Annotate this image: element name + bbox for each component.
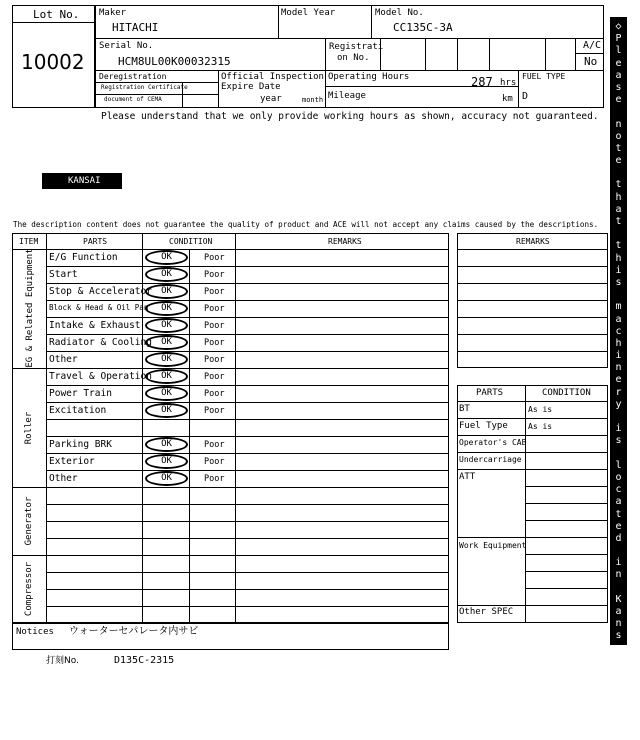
side-banner-space	[615, 167, 621, 179]
side-banner-char: r	[615, 386, 622, 398]
side-banner-mark-bottom: ◇	[615, 727, 622, 739]
side-banner-char: a	[615, 691, 622, 703]
registration-label-1: Registrati	[329, 42, 384, 52]
header-parts: PARTS	[83, 237, 108, 246]
roller-poor-4: Poor	[204, 440, 225, 450]
side-banner-char: i	[615, 264, 622, 276]
side-banner-char: i	[615, 423, 622, 435]
serial-value: HCM8UL00K00032315	[118, 55, 231, 68]
eg-item-3: Block & Head & Oil Pan	[49, 303, 149, 312]
right-condition-header: CONDITION	[542, 388, 591, 398]
eg-item-4: Intake & Exhaust	[49, 320, 141, 331]
eg-item-1: Start	[49, 269, 78, 280]
side-banner-char: e	[615, 94, 622, 106]
header-item: ITEM	[19, 237, 39, 246]
model-year-label: Model Year	[281, 8, 336, 18]
side-banner-char: a	[615, 496, 622, 508]
mileage-label: Mileage	[328, 91, 366, 101]
roller-ok-mark-4: OK	[145, 437, 188, 452]
notices-label: Notices	[16, 627, 54, 637]
roller-item-2: Excitation	[49, 405, 107, 416]
eg-item-6: Other	[49, 354, 78, 365]
side-banner-char: K	[615, 593, 622, 605]
eg-poor-6: Poor	[204, 355, 225, 365]
ac-value: No	[584, 55, 598, 68]
eg-ok-mark-5: OK	[145, 335, 188, 350]
notices-value: ウォーターセパレータ内サビ	[69, 626, 199, 637]
side-banner-char: a	[615, 313, 622, 325]
side-banner-char: c	[615, 325, 622, 337]
registration-label-2: on No.	[337, 53, 370, 63]
roller-item-1: Power Train	[49, 388, 112, 399]
eg-ok-mark-0: OK	[145, 250, 188, 265]
side-banner-char: P	[615, 33, 622, 45]
side-banner-char: l	[615, 45, 622, 57]
eg-poor-3: Poor	[204, 304, 225, 314]
eg-ok-mark-2: OK	[145, 284, 188, 299]
inspection-label-2: Expire Date	[221, 82, 281, 92]
eg-poor-5: Poor	[204, 338, 225, 348]
roller-ok-mark-5: OK	[145, 454, 188, 469]
eg-ok-mark-3: OK	[145, 301, 188, 316]
side-banner-char: s	[615, 276, 622, 288]
side-banner-space	[615, 411, 621, 423]
inspection-label-1: Official Inspection	[221, 72, 324, 82]
maker-value: HITACHI	[112, 21, 159, 34]
side-banner-char: a	[615, 69, 622, 81]
location-badge-label: KANSAI	[68, 176, 101, 186]
side-banner-char: o	[615, 471, 622, 483]
serial-label: Serial No.	[99, 41, 154, 51]
side-banner-char: h	[615, 337, 622, 349]
eg-poor-4: Poor	[204, 321, 225, 331]
side-banner-mark-top: ◇	[615, 21, 622, 32]
side-banner-char: d	[615, 715, 622, 727]
side-banner-char: d	[615, 532, 622, 544]
side-banner-char: a	[615, 642, 622, 654]
side-banner-char: n	[615, 118, 622, 130]
deregistration-label: Deregistration	[99, 72, 167, 81]
group-compressor-label: Compressor	[24, 561, 34, 617]
fuel-type-label: FUEL TYPE	[522, 72, 566, 81]
roller-poor-2: Poor	[204, 406, 225, 416]
side-banner-char: y	[615, 398, 622, 410]
eg-ok-mark-1: OK	[145, 267, 188, 282]
side-banner-char: Y	[615, 679, 622, 691]
bt-label: BT	[459, 404, 470, 414]
operating-hours-label: Operating Hours	[328, 72, 410, 82]
ac-label: A/C	[583, 40, 602, 51]
side-banner-char: h	[615, 191, 622, 203]
group-generator-label: Generator	[24, 496, 34, 546]
side-banner-space	[615, 289, 621, 301]
year-label: year	[260, 94, 282, 104]
side-banner-space	[615, 582, 621, 594]
side-banner-char: e	[615, 374, 622, 386]
work-equipment-label: Work Equipment	[459, 541, 527, 550]
fuel-label: Fuel Type	[459, 421, 508, 431]
right-remarks-header: REMARKS	[516, 237, 550, 246]
side-banner-space	[615, 106, 621, 118]
lot-label: Lot No.	[33, 8, 80, 21]
roller-item-4: Parking BRK	[49, 439, 112, 450]
cab-label: Operator's CAB	[459, 438, 527, 447]
side-banner-space	[615, 545, 621, 557]
side-banner-char: e	[615, 520, 622, 532]
roller-poor-5: Poor	[204, 457, 225, 467]
side-banner-char: t	[615, 508, 622, 520]
stamp-label: 打刻No.	[46, 656, 79, 666]
bt-value: As is	[528, 405, 553, 414]
side-banner-char: t	[615, 142, 622, 154]
eg-ok-mark-4: OK	[145, 318, 188, 333]
side-banner-char: e	[615, 155, 622, 167]
side-banner-char: i	[615, 557, 622, 569]
side-banner-char: t	[615, 179, 622, 191]
roller-ok-mark-2: OK	[145, 403, 188, 418]
undercarriage-label: Undercarriage	[459, 455, 522, 464]
side-banner-char: s	[615, 435, 622, 447]
eg-item-0: E/G Function	[49, 252, 118, 263]
eg-ok-mark-6: OK	[145, 352, 188, 367]
model-no-label: Model No.	[375, 8, 424, 18]
side-banner-char: o	[615, 130, 622, 142]
header-condition: CONDITION	[169, 237, 213, 246]
roller-ok-mark-6: OK	[145, 471, 188, 486]
side-banner-char: s	[615, 630, 622, 642]
eg-poor-0: Poor	[204, 253, 225, 263]
maker-label: Maker	[99, 8, 127, 18]
roller-ok-mark-1: OK	[145, 386, 188, 401]
side-banner-char: i	[615, 350, 622, 362]
side-banner-space	[615, 228, 621, 240]
reg-cert-label: Registration Certificate	[101, 84, 188, 91]
side-banner-char: r	[615, 703, 622, 715]
side-banner-char: h	[615, 252, 622, 264]
att-label: ATT	[459, 472, 476, 482]
side-banner-char: n	[615, 569, 622, 581]
disclaimer: The description content does not guarantee the quality of product and ACE will not accept any claims caused by the descriptions.	[13, 220, 599, 229]
side-banner-char: n	[615, 618, 622, 630]
eg-poor-1: Poor	[204, 270, 225, 280]
stamp-value: D135C-2315	[114, 655, 175, 666]
group-eg-label: EG & Related Equipment	[25, 248, 35, 368]
side-banner-char: m	[615, 301, 622, 313]
eg-item-5: Radiator & Cooling	[49, 337, 152, 348]
side-banner-char: s	[615, 81, 622, 93]
cema-label: document of CEMA	[104, 96, 162, 103]
right-parts-header: PARTS	[476, 388, 504, 398]
eg-poor-2: Poor	[204, 287, 225, 297]
side-banner-char: c	[615, 484, 622, 496]
roller-item-6: Other	[49, 473, 78, 484]
month-label: month	[302, 96, 324, 104]
eg-item-2: Stop & Accelerator	[49, 286, 152, 297]
header-remarks: REMARKS	[328, 237, 362, 246]
side-banner-char: t	[615, 216, 622, 227]
side-banner-char: i	[615, 654, 622, 666]
roller-poor-0: Poor	[204, 372, 225, 382]
roller-item-5: Exterior	[49, 456, 95, 467]
fuel-value: As is	[528, 422, 553, 431]
roller-item-0: Travel & Operation	[49, 371, 152, 382]
side-banner	[610, 17, 627, 739]
side-banner-char: n	[615, 362, 622, 374]
side-banner-char: t	[615, 240, 622, 252]
model-no-value: CC135C-3A	[393, 21, 453, 34]
side-banner-space	[615, 448, 621, 460]
other-spec-label: Other SPEC	[459, 607, 514, 617]
roller-poor-1: Poor	[204, 389, 225, 399]
fuel-type-value: D	[522, 91, 529, 102]
hours-note: Please understand that we only provide working hours as shown, accuracy not guaranteed.	[101, 111, 599, 122]
side-banner-char: a	[615, 203, 622, 215]
roller-ok-mark-0: OK	[145, 369, 188, 384]
km-label: km	[502, 94, 513, 104]
group-roller-label: Roller	[24, 411, 34, 445]
side-banner-space	[615, 667, 621, 679]
side-banner-char: a	[615, 606, 622, 617]
lot-number: 10002	[21, 50, 85, 74]
side-banner-char: e	[615, 57, 622, 69]
hrs-label: hrs	[500, 78, 517, 88]
side-banner-char: l	[615, 459, 622, 471]
roller-poor-6: Poor	[204, 474, 225, 484]
operating-hours-value: 287	[471, 75, 493, 89]
